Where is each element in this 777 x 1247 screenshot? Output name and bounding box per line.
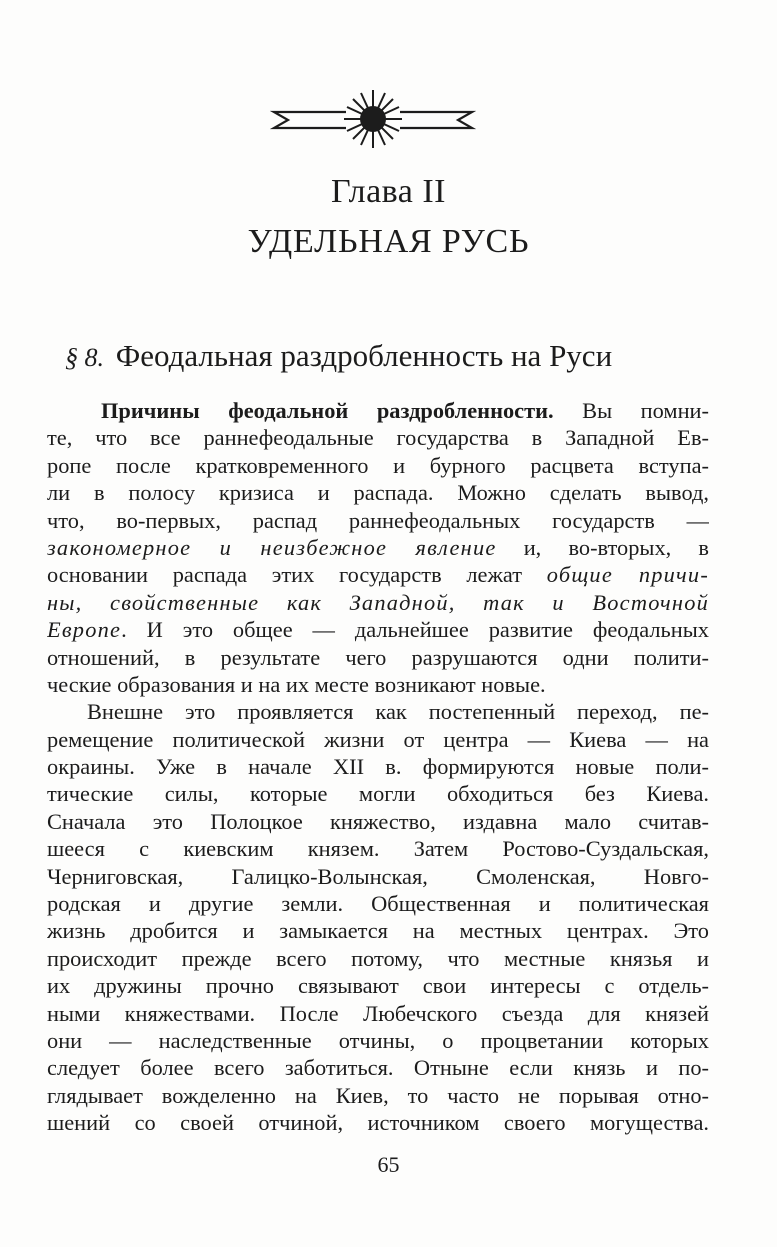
text-line: происходит прежде всего потому, что местные князья и	[47, 945, 709, 971]
text-line: основании распада этих государств лежат общие причи-	[47, 562, 709, 588]
text-line: Внешне это проявляется как постепенный переход, пе-	[87, 699, 709, 725]
text-line: тические силы, которые могли обходиться без Киева.	[47, 781, 709, 807]
text-line: окраины. Уже в начале XII в. формируются новые поли-	[47, 754, 709, 780]
section-heading	[65, 336, 725, 378]
text-line: шееся с киевским князем. Затем Ростово-Суздальская,	[47, 836, 709, 862]
chapter-title: УДЕЛЬНАЯ РУСЬ	[247, 223, 530, 260]
chapter-label: Глава II	[331, 173, 446, 210]
section-title: Феодальная раздробленность на Руси	[115, 338, 613, 373]
paragraph-lead: Причины феодальной раздробленности.	[101, 398, 554, 423]
text-line: ческие образования и на их месте возникают новые.	[47, 671, 546, 697]
text-line: родская и другие земли. Общественная и политическая	[47, 891, 709, 917]
text-line: их дружины прочно связывают свои интересы с отдель-	[47, 973, 709, 999]
text-line: Причины феодальной раздробленности. Вы помни-	[101, 398, 709, 423]
body-text	[47, 397, 709, 1137]
text-line: шений со своей отчиной, источником своего могущества.	[47, 1110, 709, 1136]
emphasis-text: ны, свойственные как Западной, так и Восточной	[47, 589, 709, 615]
emphasis-text: общие причи-	[546, 562, 709, 588]
text-line: жизнь дробится и замыкается на местных центрах. Это	[47, 918, 709, 944]
text-line	[47, 589, 709, 616]
text-line: глядывает вожделенно на Киев, то часто не порывая отно-	[47, 1082, 709, 1108]
text-line: что, во-первых, распад раннефеодальных государств —	[47, 507, 709, 533]
text-line: ли в полосу кризиса и распада. Можно сделать вывод,	[47, 480, 709, 506]
text-line: ными княжествами. После Любечского съезда для князей	[47, 1000, 709, 1026]
page-number: 65	[377, 1152, 400, 1177]
text-line: ремещение политической жизни от центра — Киева — на	[47, 726, 709, 752]
text-line: отношений, в результате чего разрушаются одни полити-	[47, 644, 709, 670]
text-line: следует более всего заботиться. Отныне если князь и по-	[47, 1055, 709, 1081]
text-line: Сначала это Полоцкое княжество, издавна мало считав-	[47, 808, 709, 834]
text-line: Европе. И это общее — дальнейшее развитие феодальных	[47, 617, 709, 643]
emphasis-text: закономерное и неизбежное явление	[47, 534, 497, 560]
section-number: § 8.	[65, 343, 104, 372]
text-line: ропе после кратковременного и бурного расцвета вступа-	[47, 452, 709, 478]
text-line: они — наследственные отчины, о процветании которых	[47, 1027, 709, 1053]
text-line: закономерное и неизбежное явление и, во-вторых, в	[47, 534, 709, 560]
text-line: те, что все раннефеодальные государства в Западной Ев-	[47, 425, 709, 451]
sunburst-banner-icon	[270, 88, 476, 150]
emphasis-text: Европе	[47, 617, 122, 643]
text-line: Черниговская, Галицко-Волынская, Смоленская, Новго-	[47, 863, 709, 889]
